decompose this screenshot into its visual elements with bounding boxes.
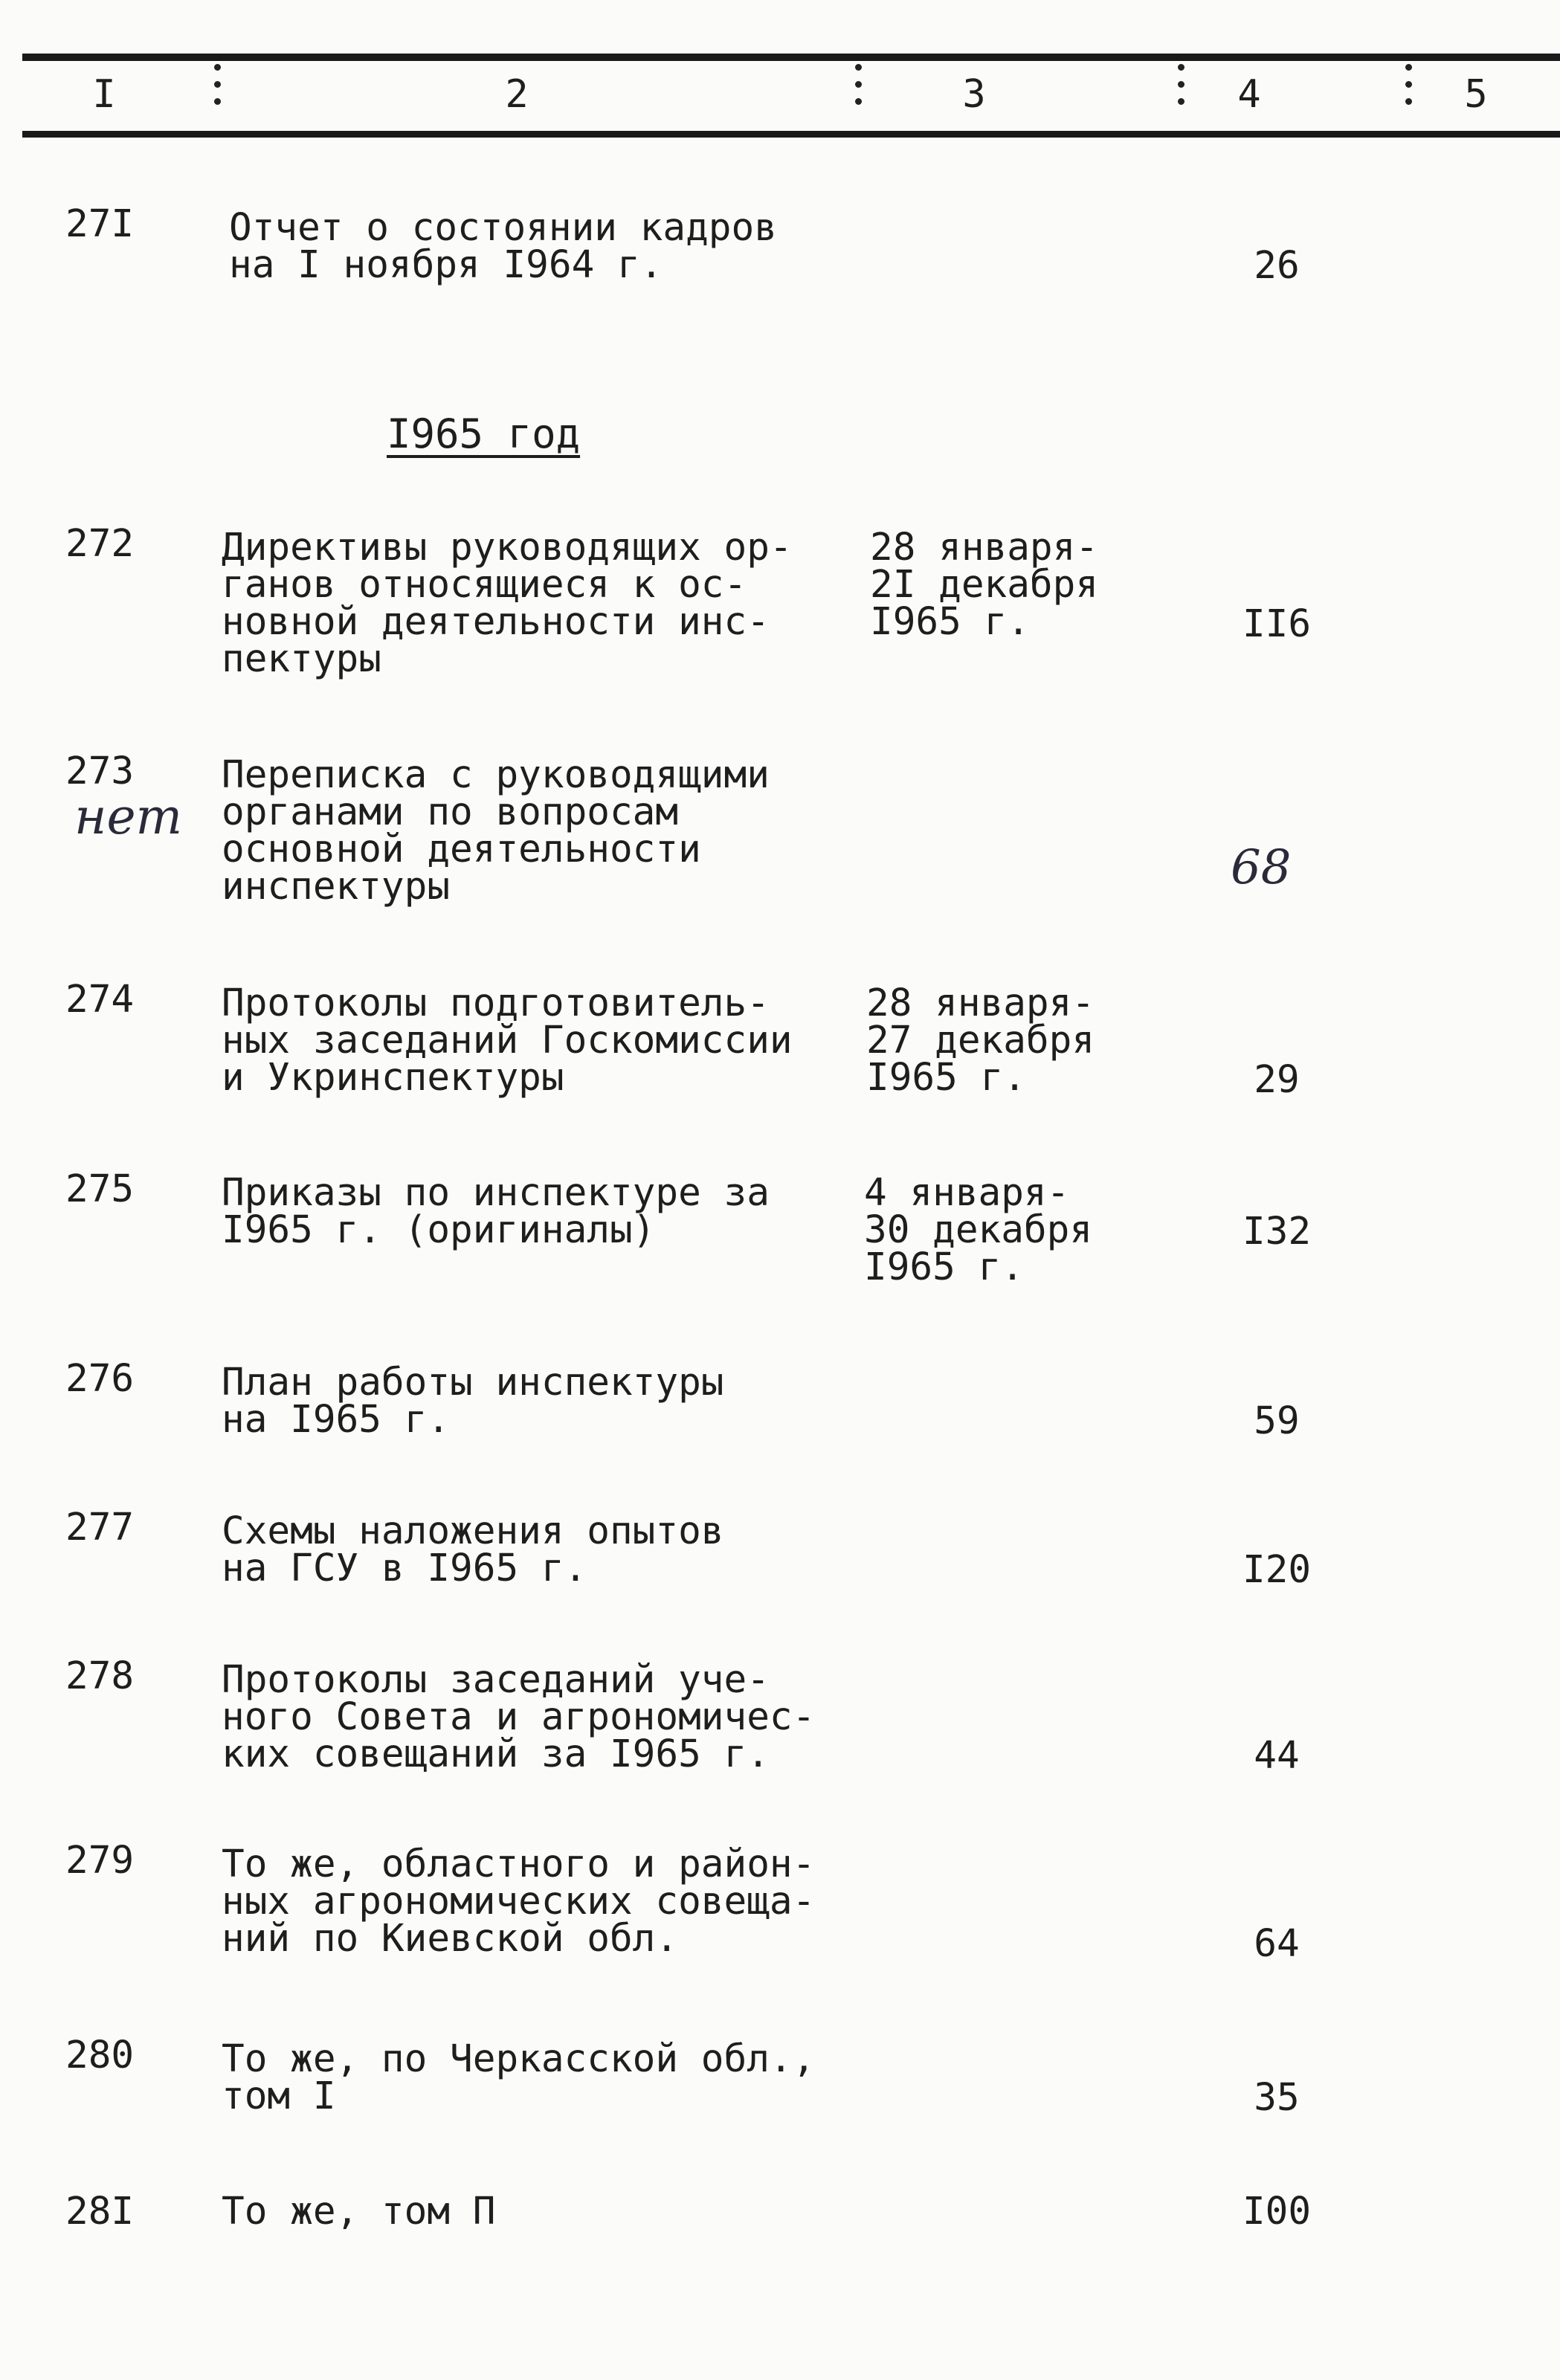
entry-sheet-count: 29 [1254,1058,1300,1102]
entry-description: То же, том П [222,2190,496,2234]
entry-description: План работы инспектуры на I965 г. [222,1361,724,1442]
entry-number: 275 [65,1167,135,1211]
entry-sheet-count: 44 [1254,1734,1300,1778]
entry-number: 273 [65,749,135,793]
entry-description: Директивы руководящих ор- ганов относящиеся к ос- новной деятельности инс- пектуры [222,526,793,681]
entry-sheet-count: 59 [1254,1399,1300,1443]
column-header-3: 3 [962,72,986,117]
column-separator [854,59,864,134]
entry-dates: 28 января- 27 декабря I965 г. [866,981,1095,1100]
entry-description: Переписка с руководящими органами по вопросам основной деятельности инспектуры [222,753,770,909]
entry-number: 28I [65,2190,135,2234]
year-heading: I965 год [387,410,581,457]
entry-number: 278 [65,1654,135,1698]
column-header-4: 4 [1237,72,1261,117]
entry-sheet-count: 68 [1231,840,1292,895]
column-header-5: 5 [1464,72,1488,117]
handwritten-note: нет [74,788,183,845]
entry-description: Отчет о состоянии кадров на I ноября I964 г. [229,206,777,287]
entry-number: 27I [65,202,135,246]
entry-description: То же, по Черкасской обл., том I [222,2037,816,2118]
entry-dates: 4 января- 30 декабря I965 г. [864,1171,1093,1289]
entry-sheet-count: II6 [1242,602,1312,646]
entry-description: Протоколы заседаний уче- ного Совета и агрономичес- ких совещаний за I965 г. [222,1658,816,1776]
entry-description: Схемы наложения опытов на ГСУ в I965 г. [222,1509,724,1590]
entry-number: 274 [65,978,135,1022]
entry-sheet-count: 35 [1254,2076,1300,2120]
entry-dates: 28 января- 2I декабря I965 г. [870,526,1099,644]
entry-sheet-count: I00 [1242,2190,1312,2234]
entry-sheet-count: 64 [1254,1922,1300,1966]
entry-number: 276 [65,1357,135,1401]
entry-description: Приказы по инспектуре за I965 г. (оригиналы) [222,1171,770,1252]
entry-number: 272 [65,522,135,566]
header-top-rule [22,54,1560,61]
column-header-1: I [92,72,116,117]
column-separator [1176,59,1187,134]
column-separator [213,59,223,134]
entry-sheet-count: I20 [1242,1548,1312,1592]
column-header-2: 2 [505,72,529,117]
entry-number: 277 [65,1506,135,1549]
entry-description: Протоколы подготовитель- ных заседаний Госкомиссии и Укринспектуры [222,981,793,1100]
entry-description: То же, областного и район- ных агрономических совеща- ний по Киевской обл. [222,1842,816,1961]
header-bottom-rule [22,131,1560,138]
entry-sheet-count: 26 [1254,244,1300,288]
column-separator [1404,59,1414,134]
entry-number: 279 [65,1839,135,1883]
entry-sheet-count: I32 [1242,1210,1312,1254]
entry-number: 280 [65,2034,135,2077]
